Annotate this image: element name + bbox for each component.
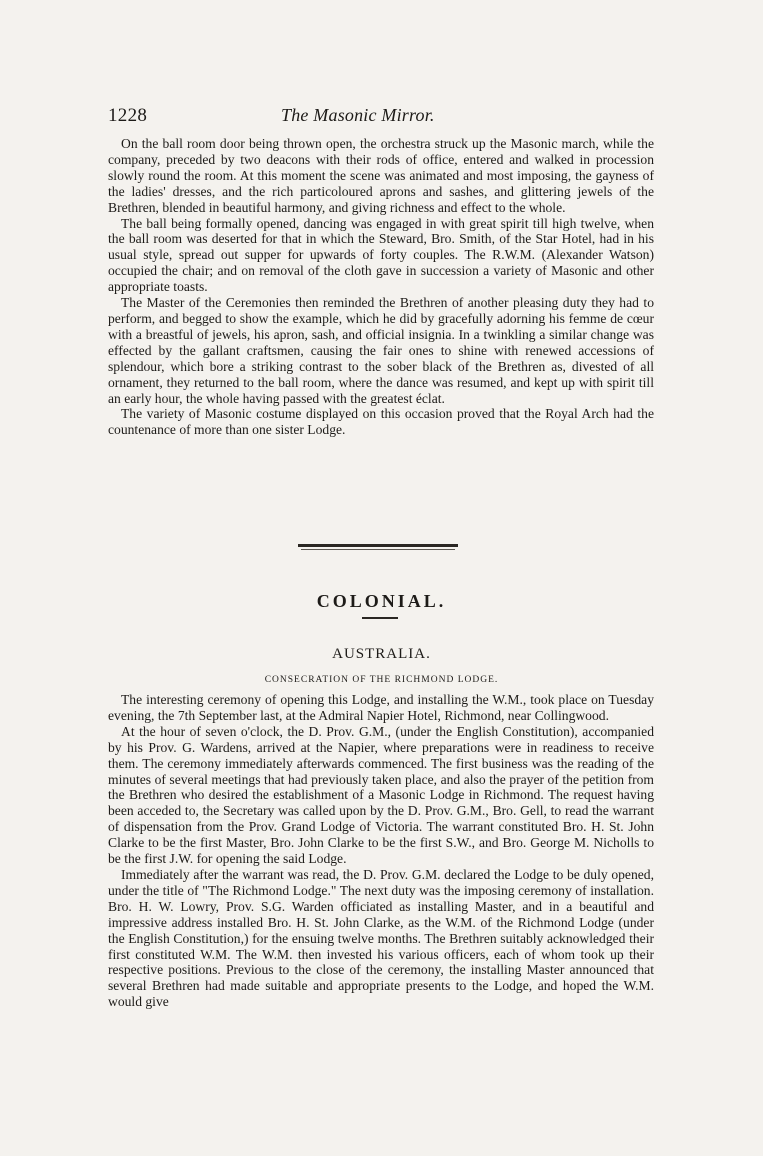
section-title: COLONIAL. <box>316 591 447 611</box>
divider-thin-line <box>301 549 455 550</box>
paragraph: The interesting ceremony of opening this Lodge, and installing the W.M., took place on Tuesday evening, the 7th September last, at the Admiral Napier Hotel, Richmond, near Collingwood. <box>108 692 654 723</box>
article-title: CONSECRATION OF THE RICHMOND LODGE. <box>264 675 499 685</box>
paragraph: The ball being formally opened, dancing was engaged in with great spirit till high twelve, when the ball room was deserted for that in which the Steward, Bro. Smith, of the Star Hotel, had in his usual style, spread out supper for upwards of forty couples. The R.W.M. (Alexander Watson) occupied the chair; and on removal of the cloth gave in succession a variety of Masonic and other appropriate toasts. <box>108 215 654 295</box>
paragraph: At the hour of seven o'clock, the D. Prov. G.M., (under the English Constitution), accompanied by his Prov. G. Wardens, arrived at the Napier, where preparations were in readiness to receive them. The ceremony immediately afterwards commenced. The first business was the reading of the minutes of several meetings that had previously taken place, and also the prayer of the petition from the Brethren who desired the establishment of a Masonic Lodge in Richmond. The request having been acceded to, the Secretary was called upon by the D. Prov. G.M., Bro. Gell, to read the warrant of dispensation from the Prov. Grand Lodge of Victoria. The warrant constituted Bro. H. St. John Clarke to be the first Master, Bro. John Clarke to be the first S.W., and Bro. George M. Nicholls to be the first J.W. for opening the said Lodge. <box>108 723 654 867</box>
paragraph: On the ball room door being thrown open, the orchestra struck up the Masonic march, while the company, preceded by two deacons with their rods of office, entered and walked in procession slowly round the room. At this moment the scene was animated and most imposing, the gayness of the ladies' dresses, and the rich particoloured aprons and sashes, and glittering jewels of the Brethren, blended in beautiful harmony, and giving richness and effect to the whole. <box>108 136 654 215</box>
paragraph: Immediately after the warrant was read, the D. Prov. G.M. declared the Lodge to be duly opened, under the title of "The Richmond Lodge." The next duty was the imposing ceremony of installation. Bro. H. W. Lowry, Prov. S.G. Warden officiated as installing Master, and in a beautiful and impressive address installed Bro. H. St. John Clarke, as the W.M. of the Richmond Lodge (under the English Constitution,) for the ensuing twelve months. The Brethren suitably acknowledged their first constituted W.M. The W.M. then invested his various officers, each of whom took up their respective positions. Previous to the close of the ceremony, the installing Master announced that several Brethren had made suitable and appropriate presents to the Lodge, and hoped the W.M. would give <box>108 866 654 1010</box>
section-divider <box>298 544 458 552</box>
paragraph: The Master of the Ceremonies then reminded the Brethren of another pleasing duty they had to perform, and begged to show the example, which he did by gracefully adorning his femme de cœur with a breastful of jewels, his apron, sash, and official insignia. In a twinkling a similar change was effected by the gallant craftsmen, causing the fair ones to shine with renewed accessions of splendour, which bore a striking contrast to the sober black of the Brethren as, divested of all ornament, they returned to the ball room, where the dance was resumed, and kept up with spirit till an early hour, the whole having passed with the greatest éclat. <box>108 295 654 406</box>
title-underline <box>362 617 398 619</box>
paragraph: The variety of Masonic costume displayed on this occasion proved that the Royal Arch had the countenance of more than one sister Lodge. <box>108 406 654 438</box>
page-number: 1228 <box>108 105 148 126</box>
running-title: The Masonic Mirror. <box>281 105 435 125</box>
lodge-report-text <box>108 692 654 1010</box>
page-header <box>108 105 658 129</box>
ball-report-text <box>108 136 654 438</box>
divider-thick-line <box>298 544 458 547</box>
subsection-title: AUSTRALIA. <box>332 646 431 662</box>
